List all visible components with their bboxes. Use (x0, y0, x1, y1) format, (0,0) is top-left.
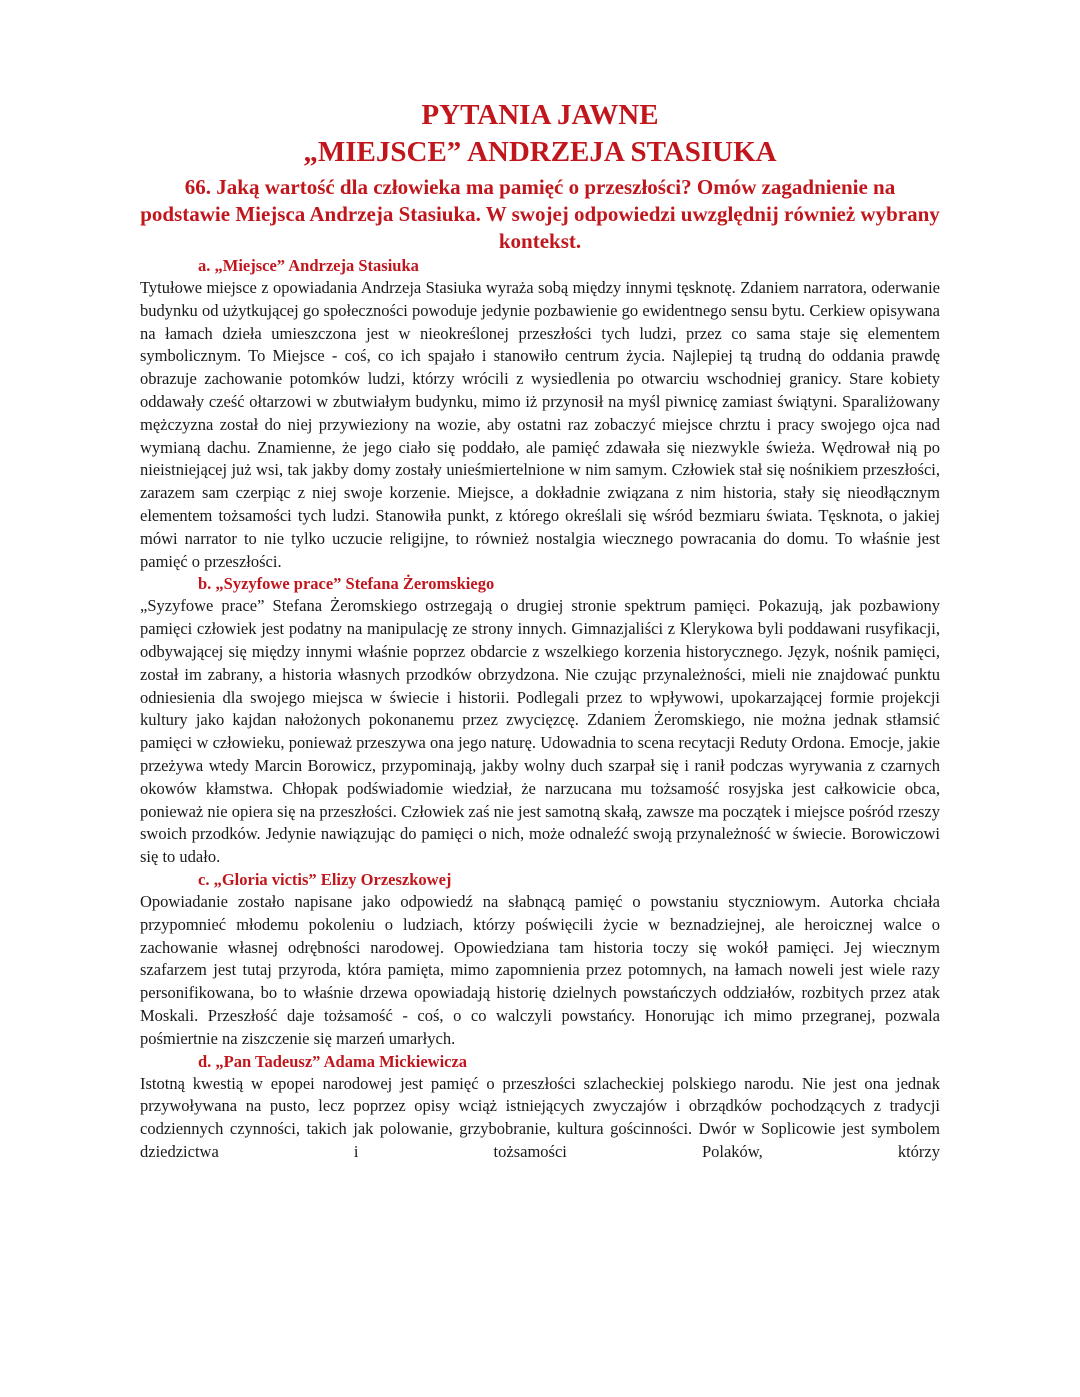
title-line-2: „MIEJSCE” ANDRZEJA STASIUKA (303, 136, 777, 168)
section-heading: d. „Pan Tadeusz” Adama Mickiewicza (198, 1051, 468, 1071)
section-b (140, 573, 940, 869)
title-line-1: PYTANIA JAWNE (421, 99, 659, 131)
document-page (140, 97, 940, 1164)
exam-question: 66. Jaką wartość dla człowieka ma pamięć o przeszłości? Omów zagadnienie na podstawie Miejsca Andrzeja Stasiuka. W swojej odpowiedzi uwzględnij również wybrany kontekst. (140, 175, 940, 253)
section-d (140, 1051, 940, 1164)
section-paragraph: Tytułowe miejsce z opowiadania Andrzeja Stasiuka wyraża sobą między innymi tęsknotę. Zdaniem narratora, oderwanie budynku od użytkującej go społeczności powoduje jedynie pozbawienie go ewidentnego sensu bytu. Cerkiew opisywana na łamach dzieła umieszczona jest w nieokreślonej przeszłości tych ludzi, przez co sama staje się elementem symbolicznym. To Miejsce - coś, co ich spajało i stanowiło centrum życia. Najlepiej tą trudną do oddania prawdę obrazuje zachowanie potomków ludzi, którzy wrócili z wysiedlenia po otwarciu wschodniej granicy. Stare kobiety oddawały cześć ołtarzowi w zbutwiałym budynku, mimo iż przynosił na myśl piwnicę zamiast świątyni. Sparaliżowany mężczyzna został do niej przywieziony na wozie, aby ostatni raz zobaczyć miejsce chrztu i pracy swojego ojca nad wymianą dachu. Znamienne, że jego ciało się poddało, ale pamięć zdawała się niezwykle świeża. Wędrował nią po nieistniejącej już wsi, tak jakby domy zostały unieśmiertelnione w nim samym. Człowiek stał się nośnikiem przeszłości, zarazem sam czerpiąc z niej swoje korzenie. Miejsce, a dokładnie związana z nim historia, stały się nieodłącznym elementem tożsamości tych ludzi. Stanowiła punkt, z którego określali się wśród bezmiaru świata. Tęsknota, o jakiej mówi narrator to nie tylko uczucie religijne, to również nostalgia wiecznego powracania do domu. To właśnie jest pamięć o przeszłości. (140, 278, 940, 571)
section-a (140, 255, 940, 573)
section-paragraph: Istotną kwestią w epopei narodowej jest pamięć o przeszłości szlacheckiej polskiego narodu. Nie jest ona jednak przywoływana na pusto, lecz poprzez opisy wciąż istniejących zwyczajów i obrządków pochodzących z tradycji codziennych czynności, takich jak polowanie, grzybobranie, kultura gościnności. Dwór w Soplicowie jest symbolem dziedzictwa i tożsamości Polaków, którzy (140, 1073, 940, 1161)
section-paragraph: „Syzyfowe prace” Stefana Żeromskiego ostrzegają o drugiej stronie spektrum pamięci. Pokazują, jak pozbawiony pamięci człowiek jest podatny na manipulację ze strony innych. Gimnazjaliści z Klerykowa byli poddawani rusyfikacji, odbywającej się między innymi właśnie poprzez obdarcie z wszelkiego korzenia historycznego. Język, nośnik pamięci, został im zabrany, a historia własnych przodków obrzydzona. Nie czując przynależności, mieli nie znajdować punktu odniesienia dla swojego miejsca w świecie i historii. Podlegali przez to wpływowi, upokarzającej formie projekcji kultury jako kajdan nałożonych pokonanemu przez zwycięzcę. Zdaniem Żeromskiego, nie można jednak stłamsić pamięci w człowieku, ponieważ przeszywa ona jego naturę. Udowadnia to scena recytacji Reduty Ordona. Emocje, jakie przeżywa wtedy Marcin Borowicz, przypominają, jakby wolny duch szarpał się i ranił podczas wyrywania z czarnych okowów kłamstwa. Chłopak podświadomie wiedział, że narzucana mu tożsamość rosyjska jest całkowicie obca, ponieważ nie opiera się na przeszłości. Człowiek zaś nie jest samotną skałą, zawsze ma początek i miejsce pośród rzeszy swoich przodków. Jedynie nawiązując do pamięci o nich, może odnaleźć swoją przynależność w świecie. Borowiczowi się to udało. (140, 596, 940, 867)
section-heading: b. „Syzyfowe prace” Stefana Żeromskiego (198, 574, 495, 594)
section-heading: a. „Miejsce” Andrzeja Stasiuka (198, 256, 419, 275)
section-c (140, 869, 940, 1051)
section-heading: c. „Gloria victis” Elizy Orzeszkowej (198, 869, 452, 889)
section-paragraph: Opowiadanie zostało napisane jako odpowiedź na słabnącą pamięć o powstaniu styczniowym. Autorka chciała przypomnieć młodemu pokoleniu o ludziach, którzy poświęcili życie w beznadziejnej, ale heroicznej walce o zachowanie własnej odrębności narodowej. Opowiedziana tam historia toczy się wokół pamięci. Jej wiecznym szafarzem jest tutaj przyroda, która pamięta, mimo zapomnienia przez potomnych, na łamach noweli jest wiele razy personifikowana, bo to właśnie drzewa opowiadają historię dzielnych powstańczych oddziałów, rozbitych przez atak Moskali. Przeszłość daje tożsamość - coś, o co walczyli powstańcy. Honorując ich mimo przegranej, pozwala pośmiertnie na ziszczenie się marzeń umarłych. (140, 891, 940, 1048)
